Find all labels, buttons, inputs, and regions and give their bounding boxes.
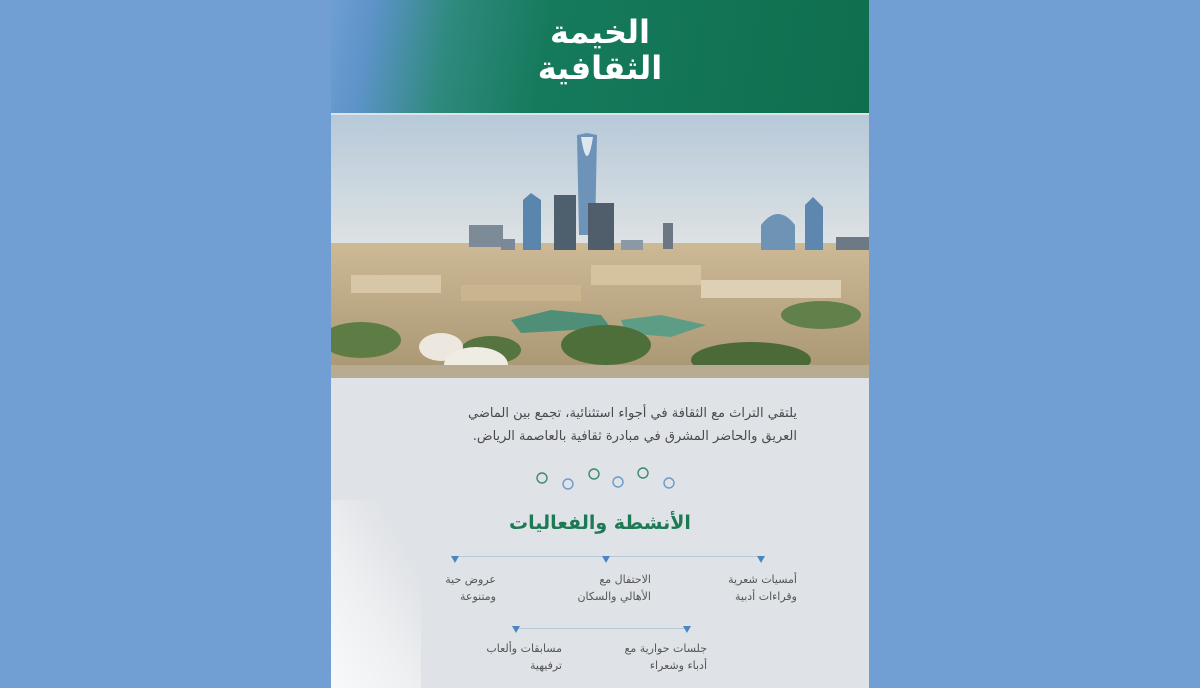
activity-marker	[602, 556, 610, 563]
activity-games: مسابقات وألعاب ترفيهية	[486, 642, 562, 672]
header-banner	[331, 0, 869, 113]
logo-line-2: الثقافية	[537, 49, 663, 87]
ornament-star	[638, 468, 648, 478]
ornament-star	[613, 477, 623, 487]
ornament-star	[537, 473, 547, 483]
activity-marker	[451, 556, 459, 563]
star-ornaments	[526, 462, 686, 502]
riyadh-skyline-photo	[331, 115, 869, 378]
activity-marker	[757, 556, 765, 563]
flyer	[331, 0, 869, 688]
activities-heading: الأنشطة والفعاليات	[509, 512, 691, 534]
activity-live-shows: عروض حية ومتنوعة	[445, 573, 496, 603]
activity-marker	[683, 626, 691, 633]
intro-paragraph	[397, 402, 797, 448]
activity-celebration: الاحتفال مع الأهالي والسكان	[577, 573, 651, 603]
activity-dialogue: جلسات حوارية مع أدباء وشعراء	[624, 642, 707, 672]
decorative-shape	[331, 500, 421, 688]
activity-poetry: أمسيات شعرية وقراءات أدبية	[728, 573, 797, 603]
timeline-line-bottom	[517, 628, 687, 629]
logo-line-1: الخيمة	[550, 13, 650, 51]
ornament-star	[589, 469, 599, 479]
timeline-line-top	[457, 556, 763, 557]
cultural-tent-logo	[331, 14, 869, 86]
intro-line-2: العريق والحاضر المشرق في مبادرة ثقافية بالعاصمة الرياض.	[472, 429, 797, 444]
activity-marker	[512, 626, 520, 633]
intro-line-1: يلتقي التراث مع الثقافة في أجواء استثنائية، تجمع بين الماضي	[468, 406, 797, 421]
ornament-star	[664, 478, 674, 488]
ornament-star	[563, 479, 573, 489]
